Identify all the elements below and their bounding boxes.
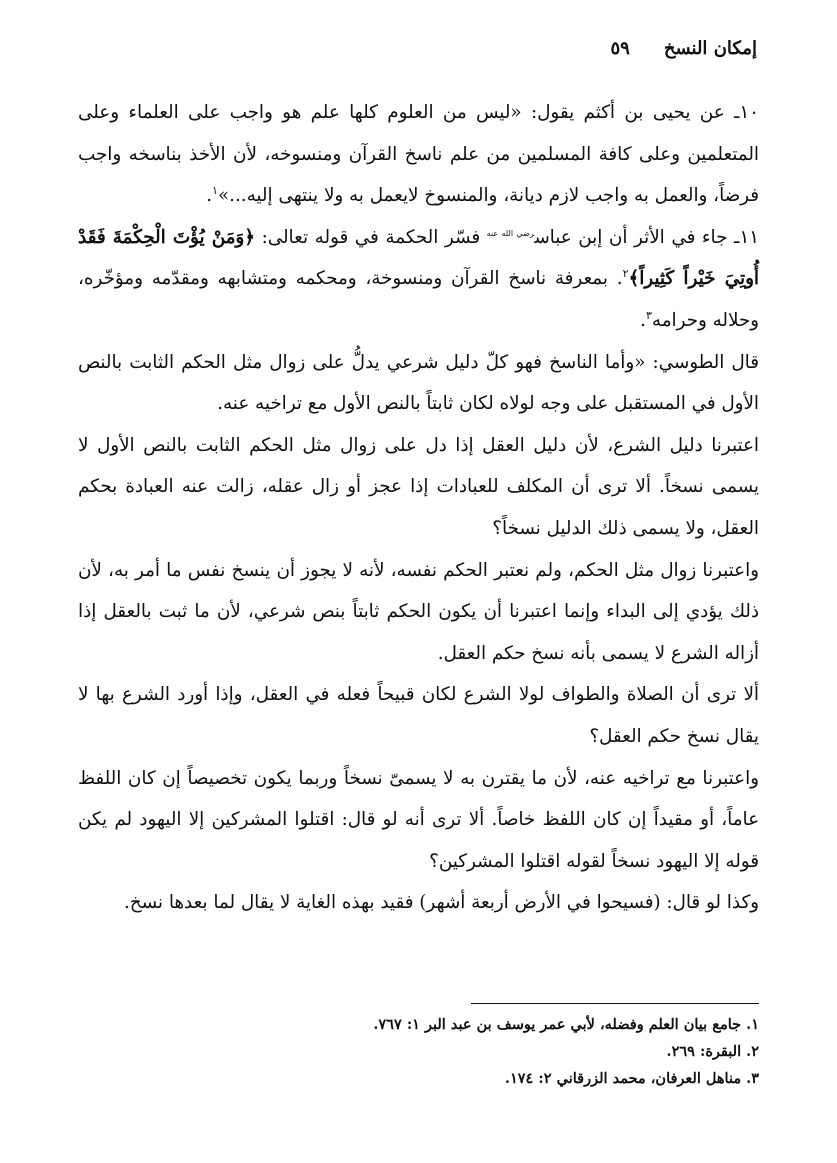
footnote-item: ٢. البقرة: ٢٦٩. bbox=[666, 1043, 759, 1060]
page-header bbox=[80, 33, 757, 63]
footnote-divider bbox=[471, 1003, 759, 1004]
footnote-marker-2: ٢ bbox=[622, 267, 629, 281]
paragraph-10: ١٠ـ عن يحيى بن أكثم يقول: «ليس من العلوم كلها علم هو واجب على العلماء وعلى المتعلمين وعلى كافة المسلمين من علم ناسخ القرآن ومنسوخه، لأن الأخذ بناسخه واجب فرضاً، والعمل به واجب لازم ديانة، والمنسوخ لايعمل به ولا ينتهى إليه...»$^١$. bbox=[78, 102, 759, 207]
paragraph-delay: واعتبرنا مع تراخيه عنه، لأن ما يقترن به لا يسمىّ نسخاً وربما يكون تخصيصاً إن كان اللفظ عاماً، أو مقيداً إن كان اللفظ خاصاً. ألا ترى أنه لو قال: اقتلوا المشركين إلا اليهود لم يكن قوله إلا اليهود نسخاً لقوله اقتلوا المشركين؟ bbox=[78, 767, 759, 872]
paragraph-sharia-evidence: اعتبرنا دليل الشرع، لأن دليل العقل إذا دل على زوال مثل الحكم الثابت بالنص الأول لا يسمى نسخاً. ألا ترى أن المكلف للعبادات إذا عجز أو زال عقله، زالت عنه العبادة بحكم العقل، ولا يسمى ذلك الدليل نسخاً؟ bbox=[78, 434, 759, 539]
footnote-item: ٣. مناهل العرفان، محمد الزرقاني ٢: ١٧٤. bbox=[504, 1070, 759, 1087]
footnote-marker-3: ٣ bbox=[645, 308, 652, 322]
paragraph-travel: وكذا لو قال: (فسيحوا في الأرض أربعة أشهر) فقيد بهذه الغاية لا يقال لما بعدها نسخ. bbox=[124, 892, 759, 914]
honorific-glyph: رضي الله عنه bbox=[486, 228, 535, 238]
footnote-marker-1: ١ bbox=[212, 184, 218, 198]
paragraph-11: ١١ـ جاء في الأثر أن إبن عباس$^{رضي الله عنه}$ فسّر الحكمة في قوله تعالى: ﴿وَمَنْ يُؤْتَ الْحِكْمَةَ فَقَدْ أُوتِيَ خَيْراً كَثِيراً﴾$^٢$. بمعرفة ناسخ القرآن ومنسوخة، ومحكمه ومتشابهه ومقدّمه ومؤخّره، وحلاله وحرامه$^٣$. bbox=[78, 226, 759, 331]
main-text bbox=[78, 92, 759, 924]
page-number: ٥٩ bbox=[610, 37, 630, 59]
footnotes bbox=[78, 1011, 759, 1092]
paragraph-ruling: واعتبرنا زوال مثل الحكم، ولم نعتبر الحكم نفسه، لأنه لا يجوز أن ينسخ نفس ما أمر به، لأن ذلك يؤدي إلى البداء وإنما اعتبرنا أن يكون الحكم ثابتاً بنص شرعي، لأن ما ثبت بالعقل إذا أزاله الشرع لا يسمى بأنه نسخ حكم العقل. bbox=[78, 559, 759, 664]
footnote-item: ١. جامع بيان العلم وفضله، لأبي عمر يوسف بن عبد البر ١: ٧٦٧. bbox=[373, 1016, 759, 1033]
quran-verse: ﴿وَمَنْ يُؤْتَ الْحِكْمَةَ فَقَدْ أُوتِيَ خَيْراً كَثِيراً﴾ bbox=[78, 226, 759, 290]
paragraph-tusi: قال الطوسي: «وأما الناسخ فهو كلّ دليل شرعي يدلُّ على زوال مثل الحكم الثابت بالنص الأول في المستقبل على وجه لولاه لكان ثابتاً بالنص الأول مع تراخيه عنه. bbox=[78, 351, 759, 415]
running-title: إمكان النسخ bbox=[663, 37, 757, 59]
paragraph-prayer: ألا ترى أن الصلاة والطواف لولا الشرع لكان قبيحاً فعله في العقل، وإذا أورد الشرع بها لا يقال نسخ حكم العقل؟ bbox=[78, 684, 759, 747]
